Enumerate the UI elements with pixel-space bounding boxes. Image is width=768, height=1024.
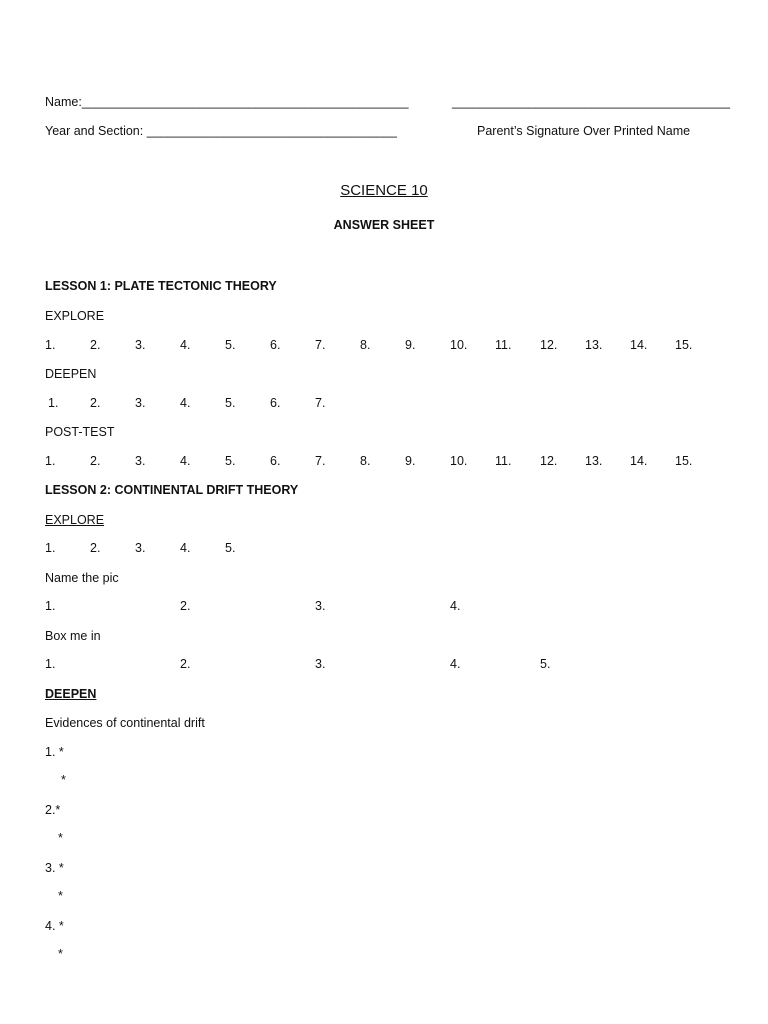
lesson2-explore-label: EXPLORE (45, 513, 105, 527)
name-the-pic-items (0, 599, 768, 615)
year-section-field-line[interactable]: Year and Section: ____________________________________ (45, 124, 397, 138)
lesson2-heading: LESSON 2: CONTINENTAL DRIFT THEORY (45, 483, 299, 497)
page-subtitle: ANSWER SHEET (333, 218, 435, 232)
answer-number: 7. (315, 338, 326, 352)
parent-signature-label: Parent’s Signature Over Printed Name (477, 124, 691, 138)
evidence-line: * (61, 773, 66, 787)
lesson1-explore-items (0, 338, 768, 354)
answer-number: 10. (450, 454, 468, 468)
answer-number: 1. (45, 541, 56, 555)
answer-number: 4. (180, 541, 191, 555)
answer-number: 4. (450, 657, 461, 671)
answer-number: 15. (675, 454, 693, 468)
answer-number: 6. (270, 396, 281, 410)
answer-number: 2. (90, 396, 101, 410)
answer-number: 8. (360, 338, 371, 352)
answer-number: 9. (405, 454, 416, 468)
answer-number: 13. (585, 338, 603, 352)
answer-number: 10. (450, 338, 468, 352)
answer-number: 5. (225, 338, 236, 352)
answer-number: 9. (405, 338, 416, 352)
answer-number: 2. (180, 657, 191, 671)
answer-number: 6. (270, 338, 281, 352)
signature-field-line[interactable]: ________________________________________ (452, 95, 731, 109)
name-the-pic-label: Name the pic (45, 571, 119, 585)
lesson1-posttest-items (0, 454, 768, 470)
answer-number: 1. (45, 454, 56, 468)
evidence-line: * (58, 947, 63, 961)
answer-number: 3. (315, 657, 326, 671)
lesson1-posttest-label: POST-TEST (45, 425, 115, 439)
lesson1-explore-label: EXPLORE (45, 309, 105, 323)
answer-number: 2. (90, 454, 101, 468)
name-field-line[interactable]: Name:_______________________________________________ (45, 95, 409, 109)
box-me-in-items (0, 657, 768, 673)
page-title: SCIENCE 10 (340, 182, 428, 199)
evidence-line: 1. * (45, 745, 64, 759)
lesson1-deepen-label: DEEPEN (45, 367, 97, 381)
answer-number: 7. (315, 454, 326, 468)
box-me-in-label: Box me in (45, 629, 101, 643)
answer-number: 14. (630, 454, 648, 468)
answer-number: 13. (585, 454, 603, 468)
evidence-line: 2.* (45, 803, 61, 817)
answer-number: 14. (630, 338, 648, 352)
evidence-line: * (58, 889, 63, 903)
answer-number: 4. (180, 338, 191, 352)
answer-number: 12. (540, 338, 558, 352)
answer-number: 3. (135, 338, 146, 352)
answer-number: 7. (315, 396, 326, 410)
evidence-label: Evidences of continental drift (45, 716, 205, 730)
answer-number: 5. (540, 657, 551, 671)
evidence-line: * (58, 831, 63, 845)
answer-number: 5. (225, 396, 236, 410)
answer-number: 4. (180, 454, 191, 468)
answer-number: 1. (48, 396, 59, 410)
answer-number: 4. (450, 599, 461, 613)
lesson1-deepen-items (0, 396, 768, 412)
answer-number: 11. (495, 338, 512, 352)
answer-number: 3. (315, 599, 326, 613)
answer-number: 5. (225, 541, 236, 555)
evidence-line: 4. * (45, 919, 64, 933)
answer-number: 5. (225, 454, 236, 468)
answer-number: 2. (90, 338, 101, 352)
answer-number: 1. (45, 599, 56, 613)
answer-number: 3. (135, 541, 146, 555)
answer-number: 11. (495, 454, 512, 468)
lesson2-explore-items (0, 541, 768, 557)
answer-number: 15. (675, 338, 693, 352)
evidence-line: 3. * (45, 861, 64, 875)
answer-number: 2. (180, 599, 191, 613)
answer-number: 3. (135, 454, 146, 468)
answer-number: 12. (540, 454, 558, 468)
answer-number: 6. (270, 454, 281, 468)
lesson2-deepen-label: DEEPEN (45, 687, 97, 701)
answer-number: 1. (45, 338, 56, 352)
answer-number: 2. (90, 541, 101, 555)
answer-number: 1. (45, 657, 56, 671)
answer-number: 8. (360, 454, 371, 468)
answer-number: 4. (180, 396, 191, 410)
answer-number: 3. (135, 396, 146, 410)
lesson1-heading: LESSON 1: PLATE TECTONIC THEORY (45, 279, 277, 293)
